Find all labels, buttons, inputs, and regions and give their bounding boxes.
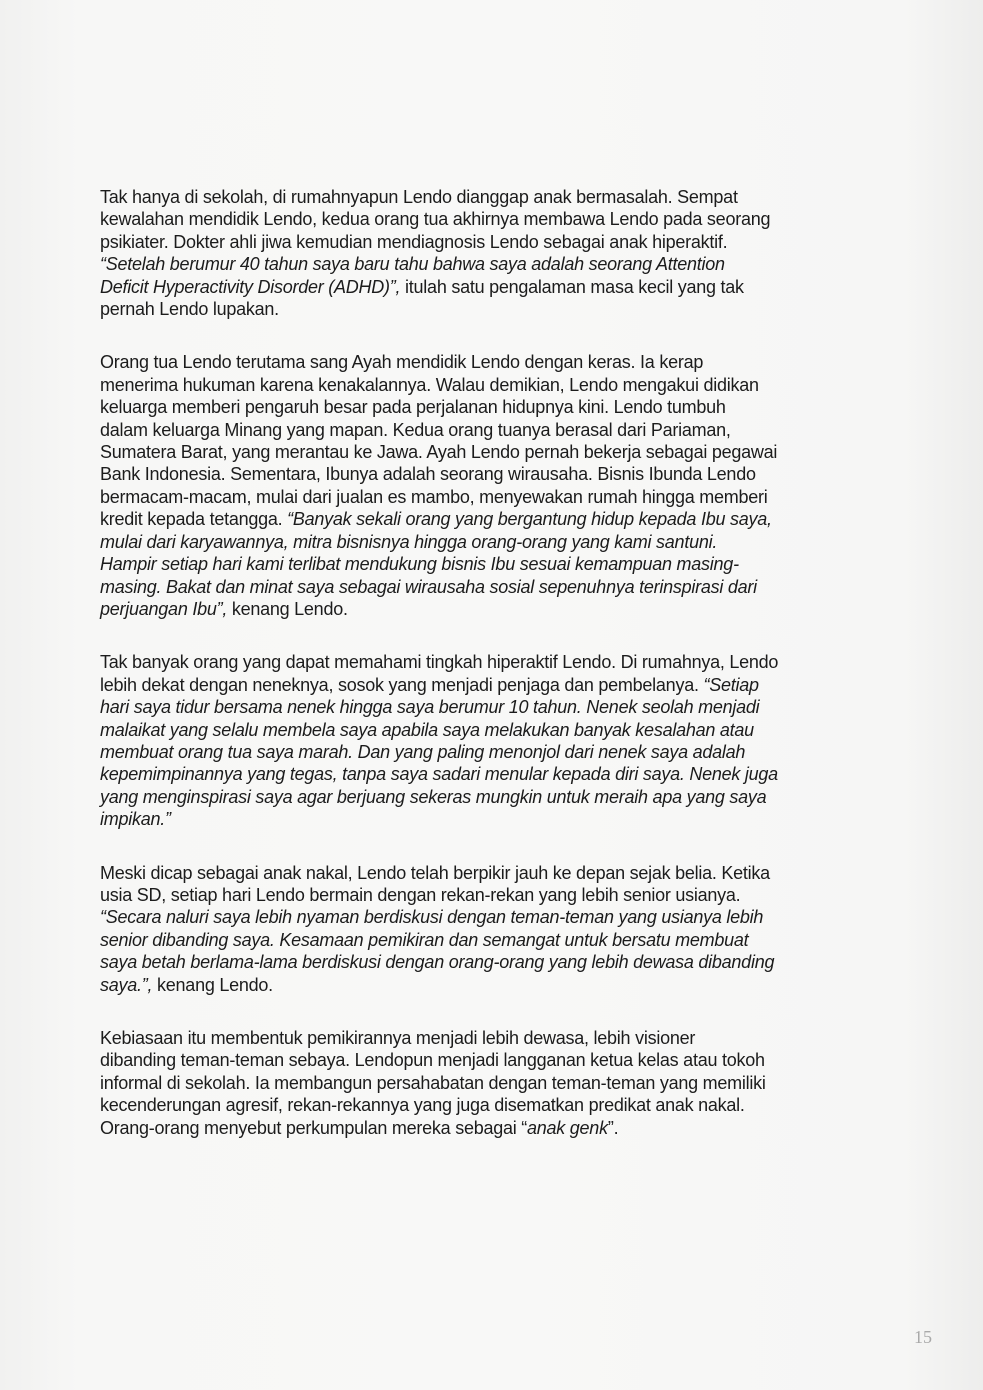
quote-text: mulai dari karyawannya, mitra bisnisnya hingga orang-orang yang kami santuni. <box>100 531 718 552</box>
text-line <box>100 231 890 253</box>
text-line <box>100 929 890 951</box>
text-line <box>100 531 890 553</box>
body-text-segment: usia SD, setiap hari Lendo bermain dengan rekan-rekan yang lebih senior usianya. <box>100 884 741 905</box>
paragraph-1 <box>100 186 890 320</box>
text-line <box>100 741 890 763</box>
body-text-segment: kecenderungan agresif, rekan-rekannya yang juga disematkan predikat anak nakal. <box>100 1095 745 1116</box>
quote-text: senior dibanding saya. Kesamaan pemikiran dan semangat untuk bersatu membuat <box>100 929 749 950</box>
quote-text: “Banyak sekali orang yang bergantung hidup kepada Ibu saya, <box>287 509 772 530</box>
text-line <box>100 553 890 575</box>
body-text-segment: Orang tua Lendo terutama sang Ayah mendidik Lendo dengan keras. Ia kerap <box>100 352 704 373</box>
text-line <box>100 253 890 275</box>
quote-text: Deficit Hyperactivity Disorder (ADHD)”, <box>100 276 401 297</box>
text-line <box>100 884 890 906</box>
text-line <box>100 463 890 485</box>
text-line <box>100 651 890 673</box>
body-text-segment: dibanding teman-teman sebaya. Lendopun menjadi langganan ketua kelas atau tokoh <box>100 1050 765 1071</box>
text-line <box>100 763 890 785</box>
body-text-segment: informal di sekolah. Ia membangun persahabatan dengan teman-teman yang memiliki <box>100 1072 766 1093</box>
body-text-segment: Bank Indonesia. Sementara, Ibunya adalah seorang wirausaha. Bisnis Ibunda Lendo <box>100 464 756 485</box>
quote-text: Hampir setiap hari kami terlibat mendukung bisnis Ibu sesuai kemampuan masing- <box>100 554 739 575</box>
text-line <box>100 351 890 373</box>
text-line <box>100 1027 890 1049</box>
text-line <box>100 786 890 808</box>
text-line <box>100 396 890 418</box>
body-text-segment: Tak banyak orang yang dapat memahami tingkah hiperaktif Lendo. Di rumahnya, Lendo <box>100 652 779 673</box>
text-line <box>100 1072 890 1094</box>
body-text-segment: kenang Lendo. <box>227 598 348 619</box>
text-line <box>100 1117 890 1139</box>
text-line <box>100 419 890 441</box>
quote-text: “Secara naluri saya lebih nyaman berdiskusi dengan teman-teman yang usianya lebih <box>100 907 764 928</box>
quote-text: saya betah berlama-lama berdiskusi dengan orang-orang yang lebih dewasa dibanding <box>100 952 775 973</box>
body-text-segment: lebih dekat dengan neneknya, sosok yang menjadi penjaga dan pembelanya. <box>100 674 704 695</box>
quote-text: malaikat yang selalu membela saya apabila saya melakukan banyak kesalahan atau <box>100 719 754 740</box>
quote-text: kepemimpinannya yang tegas, tanpa saya sadari menular kepada diri saya. Nenek juga <box>100 764 778 785</box>
body-text-segment: kewalahan mendidik Lendo, kedua orang tua akhirnya membawa Lendo pada seorang <box>100 209 771 230</box>
text-line <box>100 598 890 620</box>
body-text-segment: ”. <box>607 1117 619 1138</box>
text-line <box>100 1049 890 1071</box>
text-line <box>100 208 890 230</box>
body-text-segment: psikiater. Dokter ahli jiwa kemudian mendiagnosis Lendo sebagai anak hiperaktif. <box>100 231 728 252</box>
text-line <box>100 906 890 928</box>
text-line <box>100 1094 890 1116</box>
quote-text: “Setelah berumur 40 tahun saya baru tahu bahwa saya adalah seorang Attention <box>100 254 725 275</box>
paragraph-5 <box>100 1027 890 1139</box>
body-text-segment: itulah satu pengalaman masa kecil yang tak <box>400 276 744 297</box>
quote-text: hari saya tidur bersama nenek hingga saya berumur 10 tahun. Nenek seolah menjadi <box>100 697 760 718</box>
text-line <box>100 486 890 508</box>
text-line <box>100 298 890 320</box>
quote-text: impikan.” <box>100 809 171 830</box>
body-text-segment: kredit kepada tetangga. <box>100 509 288 530</box>
text-line <box>100 576 890 598</box>
text-line <box>100 974 890 996</box>
body-text-segment: kenang Lendo. <box>152 974 273 995</box>
paragraph-4 <box>100 862 890 996</box>
text-line <box>100 951 890 973</box>
text-line <box>100 186 890 208</box>
text-line <box>100 508 890 530</box>
body-text-segment: menerima hukuman karena kenakalannya. Walau demikian, Lendo mengakui didikan <box>100 374 759 395</box>
body-text-segment: Sumatera Barat, yang merantau ke Jawa. Ayah Lendo pernah bekerja sebagai pegawai <box>100 442 778 463</box>
text-line <box>100 696 890 718</box>
quote-text: yang menginspirasi saya agar berjuang sekeras mungkin untuk meraih apa yang saya <box>100 786 767 807</box>
text-line <box>100 674 890 696</box>
text-line <box>100 719 890 741</box>
text-line <box>100 374 890 396</box>
paragraph-3 <box>100 651 890 830</box>
text-line <box>100 808 890 830</box>
quote-text: perjuangan Ibu”, <box>100 598 228 619</box>
body-text-segment: keluarga memberi pengaruh besar pada perjalanan hidupnya kini. Lendo tumbuh <box>100 397 726 418</box>
quote-text: saya.”, <box>100 974 153 995</box>
body-text-segment: Meski dicap sebagai anak nakal, Lendo telah berpikir jauh ke depan sejak belia. Ketika <box>100 862 770 883</box>
body-text-segment: pernah Lendo lupakan. <box>100 299 279 320</box>
quote-text: “Setiap <box>703 674 759 695</box>
text-line <box>100 441 890 463</box>
page-number: 15 <box>914 1327 932 1347</box>
text-line <box>100 276 890 298</box>
body-text-segment: bermacam-macam, mulai dari jualan es mambo, menyewakan rumah hingga memberi <box>100 486 768 507</box>
body-text-segment: Kebiasaan itu membentuk pemikirannya menjadi lebih dewasa, lebih visioner <box>100 1028 696 1048</box>
quote-text: anak genk <box>527 1117 608 1138</box>
paragraph-2 <box>100 351 890 620</box>
body-text-segment: dalam keluarga Minang yang mapan. Kedua orang tuanya berasal dari Pariaman, <box>100 419 731 440</box>
body-text-segment: Tak hanya di sekolah, di rumahnyapun Lendo dianggap anak bermasalah. Sempat <box>100 187 738 207</box>
body-text-segment: Orang-orang menyebut perkumpulan mereka sebagai “ <box>100 1117 527 1138</box>
text-line <box>100 862 890 884</box>
body-text <box>100 186 890 1170</box>
quote-text: membuat orang tua saya marah. Dan yang paling menonjol dari nenek saya adalah <box>100 741 746 762</box>
quote-text: masing. Bakat dan minat saya sebagai wirausaha sosial sepenuhnya terinspirasi dari <box>100 576 757 597</box>
